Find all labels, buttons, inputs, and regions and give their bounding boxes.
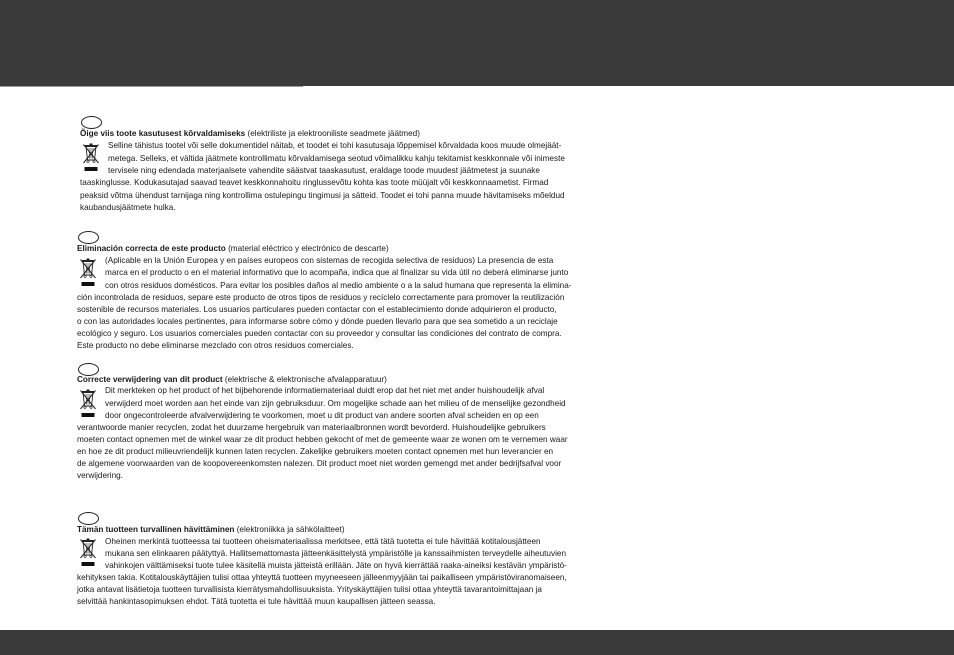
body-line: en hoe ze dit product milieuvriendelijk kunnen laten recyclen. Zakelijke gebruikers moeten contact opnemen met hun leverancier en — [77, 447, 554, 456]
header-bar — [0, 0, 954, 86]
body-line: con otros residuos domésticos. Para evitar los posibles daños al medio ambiente o a la salud humana que representa la elimina- — [105, 281, 572, 290]
body-line: verwijderd moet worden aan het einde van zijn gebruiksduur. Om mogelijke schade aan het milieu of de menselijke gezondheid — [105, 399, 566, 408]
weee-bin-icon — [79, 258, 97, 288]
body-line: ecológico y seguro. Los usuarios comerciales pueden contactar con su proveedor y consultar las condiciones del contrato de compra. — [77, 329, 562, 338]
body-line: jotka antavat lisätietoja tuotteen turvallisista kierrätysmahdollisuuksista. Yrityskäyttäjien tulisi ottaa yhteyttä tavarantoimittajaan ja — [77, 585, 542, 594]
body-line: Oheinen merkintä tuotteessa tai tuotteen oheismateriaalissa merkitsee, että tätä tuotetta ei tule hävittää kotitalousjätteen — [105, 537, 541, 546]
body-line: Dit merkteken op het product of het bijbehorende informatiemateriaal duidt erop dat het niet met ander huishoudelijk afval — [105, 386, 545, 395]
section-heading — [77, 524, 345, 536]
body-line: kehityksen takia. Kotitalouskäyttäjien tulisi ottaa yhteyttä tuotteen myyneeseen jälleenmyyjään tai paikalliseen ympäristöviranomaiseen, — [77, 573, 567, 582]
section-subtitle: (material eléctrico y electrónico de descarte) — [228, 244, 389, 253]
body-line: Selline tähistus tootel või selle dokumentidel näitab, et toodet ei tohi kasutusaja lõppemisel kõrvaldada koos muude olmejäät- — [108, 141, 562, 150]
body-line: tervisele ning edendada materjaalsete vahendite säästvat taaskasutust, eraldage toode muudest jäätmetest ja suunake — [108, 166, 540, 175]
body-line: door ongecontroleerde afvalverwijdering te voorkomen, moet u dit product van andere soorten afval scheiden en op een — [105, 411, 539, 420]
body-line: marca en el producto o en el material informativo que lo acompaña, indica que al finalizar su vida útil no deberá eliminarse junto — [105, 268, 569, 277]
header-rule — [0, 86, 303, 87]
body-line: vahinkojen välttämiseksi tuote tulee käsitellä muista jätteistä erillään. Jäte on hyvä kierrättää raaka-aineiksi kestävän ympäristö- — [105, 561, 567, 570]
section-heading — [77, 243, 389, 255]
body-line: o con las autoridades locales pertinentes, para informarse sobre cómo y dónde pueden llevarlo para que sea sometido a un reciclaje — [77, 317, 558, 326]
body-line: ción incontrolada de residuos, separe este producto de otros tipos de residuos y recíclelo correctamente para promover la reutilización — [77, 293, 565, 302]
section-title: Õige viis toote kasutusest kõrvaldamiseks — [80, 129, 246, 138]
body-line: moeten contact opnemen met de winkel waar ze dit product hebben gekocht of met de gemeente waar ze wonen om te vernemen waar — [77, 435, 568, 444]
body-line: kaubandusjäätmete hulka. — [80, 203, 176, 212]
weee-bin-icon — [79, 389, 97, 419]
body-line: taaskinglusse. Kodukasutajad saavad teavet keskkonnahoitu ringlussevõtu kohta kas toote müüjalt või keskkonnaametist. Firmad — [80, 178, 549, 187]
body-line: sostenible de recursos materiales. Los usuarios particulares pueden contactar con el establecimiento donde adquirieron el producto, — [77, 305, 557, 314]
section-title: Eliminación correcta de este producto — [77, 244, 226, 253]
body-line: verantwoorde manier recyclen, zodat het duurzame hergebruik van materiaalbronnen wordt bevorderd. Huishoudelijke gebruikers — [77, 423, 546, 432]
body-line: peaksid võtma ühendust tarnijaga ning kontrollima ostulepingu tingimusi ja sätteid. Toodet ei tohi panna muude hävitamiseks mõeldud — [80, 191, 565, 200]
section-subtitle: (elektroniikka ja sähkölaitteet) — [236, 525, 345, 534]
body-line: Este producto no debe eliminarse mezclado con otros residuos comerciales. — [77, 341, 354, 350]
footer-bar — [0, 630, 954, 655]
body-line: de algemene voorwaarden van de koopovereenkomsten nalezen. Dit product moet niet worden gemengd met ander bedrijfsafval voor — [77, 459, 562, 468]
body-line: selvittää hankintasopimuksen ehdot. Tätä tuotetta ei tule hävittää muun kaupallisen jätteen seassa. — [77, 597, 436, 606]
weee-bin-icon — [79, 538, 97, 568]
body-line: (Aplicable en la Unión Europea y en países europeos con sistemas de recogida selectiva de residuos) La presencia de esta — [105, 256, 554, 265]
body-line: mukana sen elinkaaren päätyttyä. Hallitsemattomasta jätteenkäsittelystä ympäristölle ja kanssaihmisten terveydelle aiheutuvien — [105, 549, 567, 558]
body-line: metega. Selleks, et vältida jäätmete kontrollimatu kõrvaldamisega seotud võimalikku kahju tekitamist keskkonnale või inimeste — [108, 154, 565, 163]
section-title: Correcte verwijdering van dit product — [77, 375, 223, 384]
section-title: Tämän tuotteen turvallinen hävittäminen — [77, 525, 235, 534]
body-line: verwijdering. — [77, 471, 123, 480]
section-subtitle: (elektriliste ja elektrooniliste seadmete jäätmed) — [247, 129, 420, 138]
section-heading — [80, 128, 420, 140]
weee-bin-icon — [82, 143, 100, 173]
section-subtitle: (elektrische & elektronische afvalapparatuur) — [224, 375, 387, 384]
